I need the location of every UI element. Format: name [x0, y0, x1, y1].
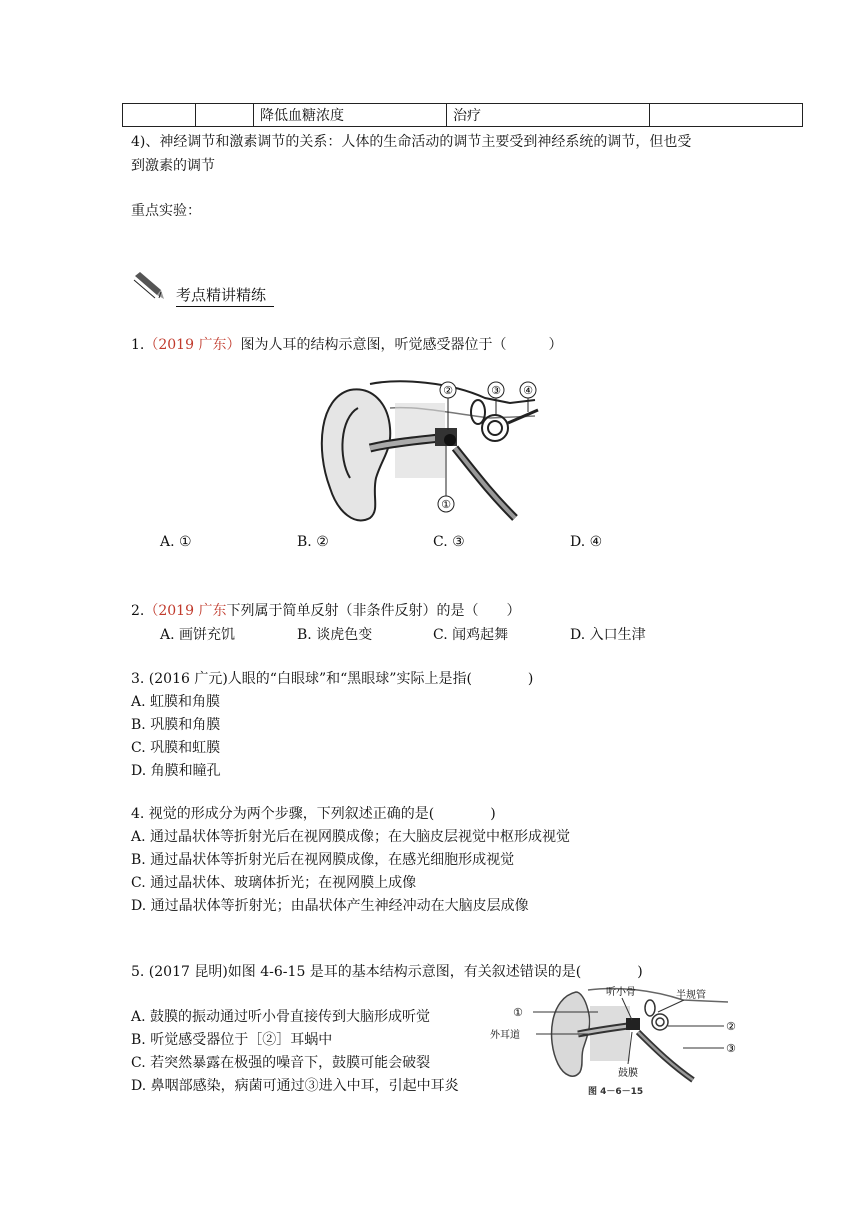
option-c[interactable]: C. 闻鸡起舞: [433, 627, 509, 643]
question-text: 图为人耳的结构示意图，听觉感受器位于（ ）: [240, 337, 563, 353]
option-b[interactable]: B. 听觉感受器位于［②］耳蜗中: [131, 1032, 333, 1048]
table-cell: [123, 104, 196, 127]
option-c[interactable]: C. 通过晶状体、玻璃体折光；在视网膜上成像: [131, 875, 417, 891]
section-header: [131, 270, 291, 304]
option-a[interactable]: A. 虹膜和角膜: [131, 694, 221, 710]
ear-structure-figure-1: [310, 378, 540, 528]
question-source: （2019 广东: [144, 603, 227, 619]
option-a[interactable]: A. 通过晶状体等折射光后在视网膜成像；在大脑皮层视觉中枢形成视觉: [131, 829, 571, 845]
option-a[interactable]: A. ①: [160, 534, 192, 550]
question-number: 2.: [131, 603, 145, 619]
figure-label: ②: [443, 384, 453, 397]
question-4-stem: 4. 视觉的形成分为两个步骤，下列叙述正确的是( ): [131, 806, 496, 822]
figure-label: ①: [441, 498, 451, 511]
figure-label: ②: [726, 1020, 736, 1033]
figure-label-drum: 鼓膜: [618, 1068, 638, 1079]
figure-caption: 图 4－6－15: [588, 1087, 644, 1097]
option-d[interactable]: D. 通过晶状体等折射光；由晶状体产生神经冲动在大脑皮层成像: [131, 898, 529, 914]
option-a[interactable]: A. 画饼充饥: [160, 627, 236, 643]
question-1-stem: [131, 334, 562, 354]
option-d[interactable]: D. 鼻咽部感染，病菌可通过③进入中耳，引起中耳炎: [131, 1078, 459, 1094]
section-title: 考点精讲精练: [176, 284, 274, 307]
table-row: [123, 104, 803, 127]
question-5-stem: 5. (2017 昆明)如图 4-6-15 是耳的基本结构示意图，有关叙述错误的是( ): [131, 964, 643, 980]
question-number: 1.: [131, 337, 145, 353]
key-experiment-label: 重点实验：: [131, 203, 201, 219]
figure-label: ①: [513, 1006, 523, 1019]
option-b[interactable]: B. 巩膜和角膜: [131, 717, 221, 733]
option-c[interactable]: C. 若突然暴露在极强的噪音下，鼓膜可能会破裂: [131, 1055, 431, 1071]
question-source: （2019 广东）: [144, 337, 241, 353]
option-d[interactable]: D. 入口生津: [570, 627, 646, 643]
option-a[interactable]: A. 鼓膜的振动通过听小骨直接传到大脑形成听觉: [131, 1009, 431, 1025]
table-cell: 治疗: [447, 104, 650, 127]
figure-label: ③: [726, 1042, 736, 1055]
note-4-line1: 4)、神经调节和激素调节的关系：人体的生命活动的调节主要受到神经系统的调节，但也受: [131, 134, 692, 150]
question-3-stem: 3. (2016 广元)人眼的“白眼球”和“黑眼球”实际上是指( ): [131, 671, 534, 687]
figure-label: ③: [491, 384, 501, 397]
hormone-table: [122, 103, 803, 127]
figure-label: ④: [523, 384, 533, 397]
table-cell: 降低血糖浓度: [254, 104, 447, 127]
ear-structure-figure-2: [488, 984, 748, 1100]
option-d[interactable]: D. 角膜和瞳孔: [131, 763, 221, 779]
figure-label-canal: 外耳道: [490, 1030, 520, 1041]
option-b[interactable]: B. 谈虎色变: [297, 627, 373, 643]
option-b[interactable]: B. ②: [297, 534, 329, 550]
figure-label-ossicles: 听小骨: [606, 987, 636, 998]
question-text: 下列属于简单反射（非条件反射）的是（ ）: [226, 603, 521, 619]
option-c[interactable]: C. ③: [433, 534, 465, 550]
option-b[interactable]: B. 通过晶状体等折射光后在视网膜成像，在感光细胞形成视觉: [131, 852, 515, 868]
pencil-icon: [131, 272, 165, 300]
table-cell: [196, 104, 254, 127]
option-c[interactable]: C. 巩膜和虹膜: [131, 740, 221, 756]
figure-label-canals: 半规管: [676, 990, 706, 1001]
table-cell: [650, 104, 803, 127]
note-4-line2: 到激素的调节: [131, 158, 215, 174]
question-2-stem: [131, 600, 520, 620]
option-d[interactable]: D. ④: [570, 534, 603, 550]
